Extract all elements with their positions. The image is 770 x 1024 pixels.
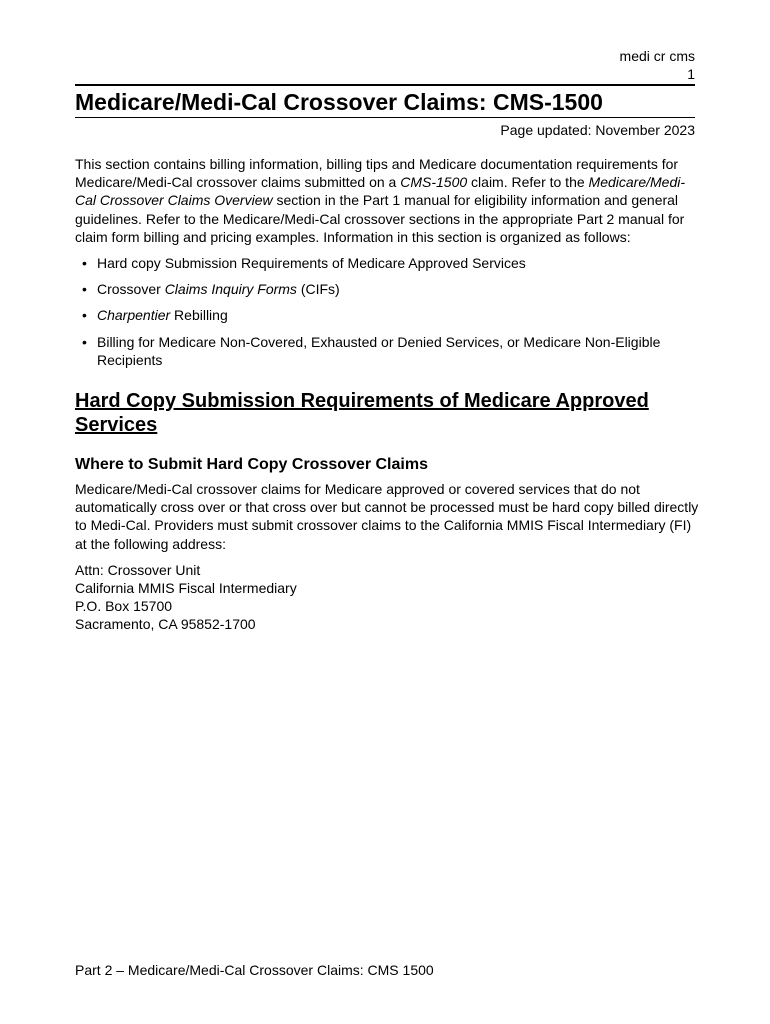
title-top-rule	[75, 84, 695, 86]
list-item-text-after: Rebilling	[170, 307, 228, 324]
list-item	[82, 306, 700, 324]
section-contents-list	[75, 254, 700, 369]
list-item	[82, 254, 700, 272]
list-item	[82, 333, 700, 369]
header-doc-code: medi cr cms	[619, 48, 695, 64]
subsection-heading: Where to Submit Hard Copy Crossover Claims	[75, 456, 428, 474]
page-header	[620, 47, 695, 83]
document-title: Medicare/Medi-Cal Crossover Claims: CMS-1500	[75, 89, 603, 115]
intro-italic-form-name: CMS-1500	[400, 174, 468, 191]
list-item-text: Hard copy Submission Requirements of Medicare Approved Services	[97, 255, 526, 272]
page-updated-date: Page updated: November 2023	[500, 122, 695, 138]
list-item-italic: Charpentier	[97, 307, 171, 324]
list-item-text-after: (CIFs)	[296, 281, 340, 298]
intro-text-3: section in the Part 1 manual for eligibility information and general guidelines. Refer to the Medicare/Medi-Cal crossover sections in the appropriate Part 2 manual for claim form billing and pricing examples. Information in this section is organized as follows:	[75, 192, 685, 245]
list-item	[82, 280, 700, 298]
list-item-text: Billing for Medicare Non-Covered, Exhausted or Denied Services, or Medicare Non-Eligible Recipients	[97, 333, 661, 368]
subsection-paragraph: Medicare/Medi-Cal crossover claims for Medicare approved or covered services that do not automatically cross over or that cross over but cannot be processed must be hard copy billed directly to Medi-Cal. Providers must submit crossover claims to the California MMIS Fiscal Intermediary (FI) at the following address:	[75, 481, 699, 552]
bullet-icon: •	[82, 281, 87, 298]
address-line-po-box: P.O. Box 15700	[75, 598, 173, 615]
list-item-text: Crossover	[97, 281, 165, 298]
intro-italic-section-name: Medicare/Medi-Cal Crossover Claims Overview	[75, 174, 686, 209]
mailing-address	[75, 561, 700, 634]
main-content	[75, 155, 700, 634]
address-line-org: California MMIS Fiscal Intermediary	[75, 580, 297, 597]
bullet-icon: •	[82, 255, 87, 272]
section-heading: Hard Copy Submission Requirements of Medicare Approved Services	[75, 390, 649, 437]
bullet-icon: •	[82, 333, 87, 350]
address-line-attn: Attn: Crossover Unit	[75, 561, 201, 578]
intro-text-2: claim. Refer to the	[467, 174, 589, 191]
intro-paragraph	[75, 155, 700, 246]
address-line-city: Sacramento, CA 95852-1700	[75, 616, 256, 633]
title-block	[75, 84, 695, 139]
page-footer: Part 2 – Medicare/Medi-Cal Crossover Claims: CMS 1500	[75, 962, 434, 978]
bullet-icon: •	[82, 307, 87, 324]
title-bottom-rule	[75, 117, 695, 118]
header-page-number: 1	[687, 66, 695, 82]
intro-text-1: This section contains billing information, billing tips and Medicare documentation requirements for Medicare/Medi-Cal crossover claims submitted on a	[75, 156, 679, 191]
list-item-italic: Claims Inquiry Forms	[164, 281, 297, 298]
